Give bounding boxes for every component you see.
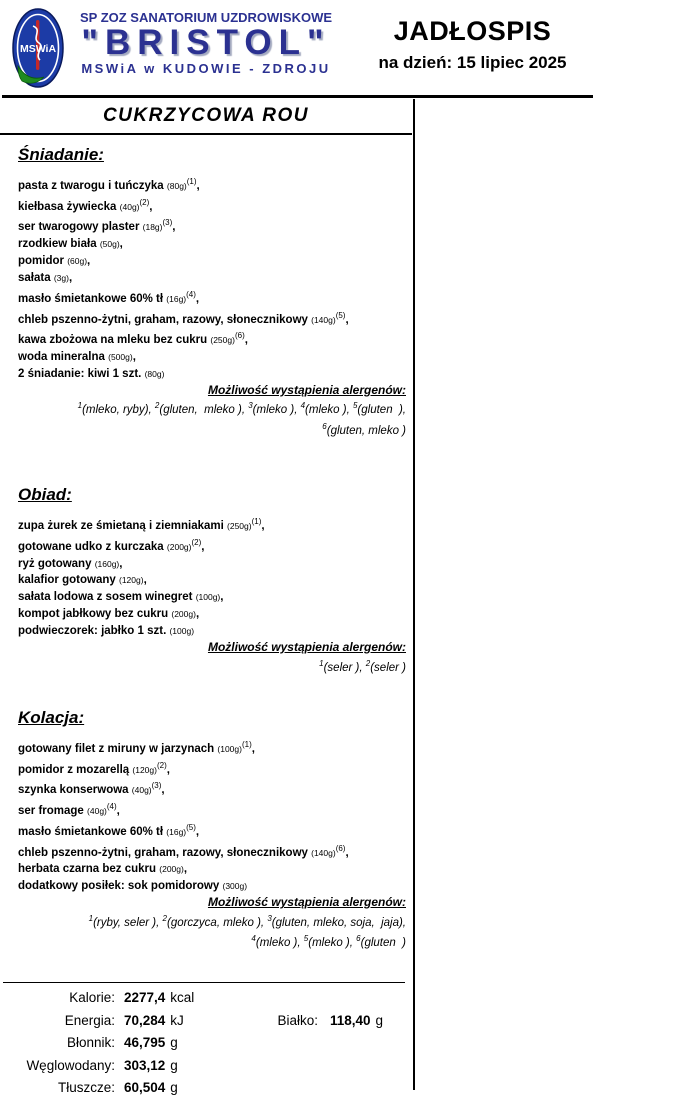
allergen-number: 1 [88,913,94,923]
menu-item-separator: , [143,574,147,587]
menu-item-allergen-ref: (5) [186,822,196,832]
sanatorium-logo [12,8,64,88]
nutrition-unit: kcal [170,990,195,1005]
menu-item-separator: , [166,763,170,776]
menu-item-allergen-ref: (2) [156,760,167,770]
allergen-number: 4 [300,401,306,411]
menu-item [18,589,408,606]
allergen-number: 2 [365,658,371,668]
allergen-names: (mleko ), [308,936,357,949]
meal-heading: Kolacja: [18,707,85,727]
menu-item-separator: , [196,179,200,192]
organisation-name-line2: MSWiA w KUDOWIE - ZDROJU [81,61,331,76]
nutrition-unit: g [375,1012,384,1028]
menu-item-amount: (140g) [311,847,336,858]
menu-item-separator: , [251,742,255,755]
menu-item-allergen-ref: (1) [241,739,252,749]
menu-item-separator: , [345,846,349,859]
menu-item-amount: (120g) [118,575,144,586]
menu-item-amount: (18g) [142,222,163,233]
nutrition-label: Błonnik: [66,1035,115,1050]
menu-item-name: pomidor z mozarellą [18,763,130,776]
menu-item-name: chleb pszenno-żytni, graham, razowy, słonecznikowy [18,313,308,326]
menu-item [18,236,408,253]
menu-item-separator: , [87,255,91,268]
nutrition-label: Białko: [277,1012,318,1028]
nutrition-row [0,1058,412,1081]
menu-item [18,174,408,195]
menu-item-allergen-ref: (2) [139,197,150,207]
header-divider [2,95,593,98]
allergen-names: (gluten, mleko, soja, jaja), [271,916,406,929]
menu-item-amount: (3g) [53,273,69,284]
menu-item-allergen-ref: (3) [151,781,162,791]
menu-item-amount: (250g) [227,520,252,531]
menu-item-amount: (40g) [131,785,152,796]
menu-item-amount: (80g) [144,369,165,380]
menu-item-allergen-ref: (2) [191,537,202,547]
menu-section [18,145,408,439]
nutrition-unit: kJ [170,1012,184,1028]
menu-date: na dzień: 15 lipiec 2025 [378,53,567,72]
menu-item-amount: (250g) [210,335,235,346]
menu-item-name: sałata lodowa z sosem winegret [18,591,193,604]
column-divider [413,99,415,1090]
allergen-number: 3 [248,401,253,411]
nutrition-unit: g [170,1035,178,1050]
menu-item-separator: , [261,519,265,532]
menu-item-amount: (140g) [311,314,336,325]
menu-item [18,195,408,216]
menu-item-separator: , [149,200,153,213]
allergen-names: (gluten ) [360,936,406,949]
menu-item-separator: , [244,334,248,347]
nutrition-unit: g [170,1057,178,1073]
meal-heading: Śniadanie: [18,145,104,164]
menu-item-name: gotowane udko z kurczaka [18,540,164,553]
menu-item-amount: (200g) [166,541,192,552]
menu-item-amount: (100g) [195,592,221,603]
allergens-heading: Możliwość wystąpienia alergenów: [207,895,406,910]
organisation-brand-name: "BRISTOL" [81,23,331,62]
menu-item-amount: (80g) [166,180,187,191]
page-title: JADŁOSPIS [393,16,552,46]
menu-item [18,799,408,820]
allergens-block [18,895,408,951]
menu-item-name: chleb pszenno-żytni, graham, razowy, słonecznikowy [18,846,308,859]
menu-item [18,758,408,779]
allergen-line [18,911,406,931]
menu-item [18,349,408,366]
allergen-line [18,656,406,676]
menu-item [18,572,408,589]
allergen-number: 2 [154,401,160,411]
allergen-names: (mleko ), [252,404,301,417]
menu-item-amount: (40g) [119,201,140,212]
menu-item [18,556,408,573]
nutrition-row [0,1080,412,1103]
menu-item-amount: (300g) [222,881,248,892]
menu-item-amount: (16g) [166,826,187,837]
menu-item-amount: (120g) [132,764,157,775]
menu-item [18,878,408,895]
allergen-number: 2 [162,913,167,923]
menu-item-name: sałata [18,272,51,285]
allergen-number: 3 [267,913,272,923]
allergen-names: (gluten, mleko ), [159,404,249,417]
allergen-number: 5 [352,401,358,411]
menu-item [18,820,408,841]
menu-item-name: gotowany filet z miruny w jarzynach [18,742,215,755]
menu-item [18,623,408,640]
menu-item-name: pasta z twarogu i tuńczyka [18,179,164,192]
allergen-names: (mleko ), [255,936,304,949]
menu-item-allergen-ref: (4) [106,802,117,812]
diet-title-divider [0,133,412,135]
menu-item [18,737,408,758]
menu-item-allergen-ref: (1) [251,517,262,527]
menu-item-separator: , [201,540,205,553]
allergen-number: 1 [77,401,83,411]
menu-item [18,253,408,270]
allergens-block [18,640,408,676]
allergen-names: (seler ) [370,661,406,674]
menu-item-separator: , [172,221,176,234]
allergen-number: 6 [356,933,361,943]
nutrition-row [0,990,412,1013]
menu-item-name: woda mineralna [18,351,105,364]
menu-item-name: masło śmietankowe 60% tł [18,825,164,838]
menu-item [18,287,408,308]
menu-item [18,514,408,535]
menu-item [18,778,408,799]
menu-item [18,841,408,862]
menu-item-separator: , [195,292,200,305]
nutrition-value: 303,12 [124,1057,166,1073]
nutrition-divider [3,982,405,983]
menu-item [18,535,408,556]
nutrition-summary [0,990,412,1103]
allergens-heading: Możliwość wystąpienia alergenów: [207,382,406,397]
menu-item-separator: , [161,784,165,797]
menu-item-allergen-ref: (1) [186,177,197,186]
nutrition-value: 46,795 [124,1035,166,1050]
allergen-names: (mleko, ryby), [82,404,155,417]
organisation-header [60,10,352,76]
menu-item-amount: (160g) [94,558,120,569]
menu-item-name: kalafior gotowany [18,574,116,587]
menu-item [18,308,408,329]
allergens-block [18,383,408,439]
menu-item-separator: , [195,608,200,621]
menu-item-allergen-ref: (6) [335,843,346,853]
menu-item-separator: , [119,238,123,251]
menu-section [18,708,408,951]
nutrition-row [0,1013,412,1036]
menu-item-separator: , [195,825,200,838]
menu-item-separator: , [68,272,73,285]
allergen-number: 4 [251,933,256,943]
menu-item [18,861,408,878]
menu-item-allergen-ref: (4) [186,289,196,299]
allergen-names: (ryby, seler ), [93,916,163,929]
menu-item-name: zupa żurek ze śmietaną i ziemniakami [18,519,224,532]
menu-item-name: herbata czarna bez cukru [18,863,157,876]
nutrition-label: Kalorie: [69,990,115,1005]
nutrition-value: 118,40 [330,1012,371,1028]
menu-item-name: pomidor [18,255,64,268]
menu-item-amount: (100g) [217,743,242,754]
allergen-names: (gluten, mleko ) [326,424,406,437]
nutrition-label: Tłuszcze: [57,1080,115,1095]
menu-item-amount: (50g) [99,239,120,250]
nutrition-extra [240,1013,383,1028]
menu-item-name: ryż gotowany [18,557,92,570]
svg-text:MSWiA: MSWiA [19,43,57,55]
menu-item-allergen-ref: (6) [234,331,245,341]
menu-item-allergen-ref: (3) [162,218,173,228]
allergen-line [18,419,406,439]
allergen-names: (gorczyca, mleko ), [166,916,268,929]
menu-item-amount: (40g) [87,805,107,816]
menu-item-amount: (200g) [159,864,184,875]
menu-item-separator: , [119,557,123,570]
nutrition-label: Węglowodany: [26,1057,115,1073]
menu-item-separator: , [116,804,120,817]
menu-item-separator: , [220,591,224,604]
menu-item-name: ser fromage [18,804,84,817]
menu-item-name: ser twarogowy plaster [18,221,140,234]
nutrition-row [0,1035,412,1058]
allergen-names: (mleko ), [305,404,353,417]
menu-item-name: podwieczorek: jabłko 1 szt. [18,625,167,638]
menu-item [18,606,408,623]
menu-item-separator: , [345,313,349,326]
allergen-number: 6 [322,421,327,431]
menu-item-amount: (200g) [171,609,196,620]
nutrition-label: Energia: [64,1012,115,1028]
allergen-line [18,398,406,418]
menu-item [18,328,408,349]
menu-item-name: dodatkowy posiłek: sok pomidorowy [18,880,220,893]
allergen-names: (seler ), [323,661,366,674]
allergen-line [18,931,406,951]
menu-section [18,485,408,676]
nutrition-value: 70,284 [124,1012,166,1028]
menu-item-name: kiełbasa żywiecka [18,200,117,213]
menu-item-name: masło śmietankowe 60% tł [18,292,164,305]
diet-name: CUKRZYCOWA ROU [102,105,310,126]
nutrition-value: 60,504 [124,1080,166,1095]
menu-item-amount: (500g) [108,352,133,363]
menu-item-amount: (100g) [169,626,195,637]
menu-item-name: szynka konserwowa [18,784,129,797]
menu-item-amount: (60g) [67,256,88,267]
nutrition-value: 2277,4 [124,990,166,1005]
menu-item-allergen-ref: (5) [335,310,346,320]
menu-item-name: kawa zbożowa na mleku bez cukru [18,334,208,347]
menu-item-amount: (16g) [166,293,187,304]
menu-item [18,215,408,236]
menu-item-separator: , [183,863,188,876]
menu-item-name: kompot jabłkowy bez cukru [18,608,169,621]
menu-item [18,270,408,287]
allergen-number: 5 [303,933,309,943]
menu-item-separator: , [132,351,136,364]
menu-sections [18,145,408,951]
nutrition-unit: g [170,1080,178,1095]
meal-heading: Obiad: [18,485,72,505]
menu-item-name: 2 śniadanie: kiwi 1 szt. [18,368,142,381]
menu-item [18,366,408,383]
organisation-name-line1: SP ZOZ SANATORIUM UZDROWISKOWE [79,10,333,25]
allergen-number: 1 [319,658,324,668]
menu-item-name: rzodkiew biała [18,238,97,251]
mswia-badge-icon [12,8,64,88]
allergen-names: (gluten ), [357,404,406,417]
allergens-heading: Możliwość wystąpienia alergenów: [207,640,406,655]
